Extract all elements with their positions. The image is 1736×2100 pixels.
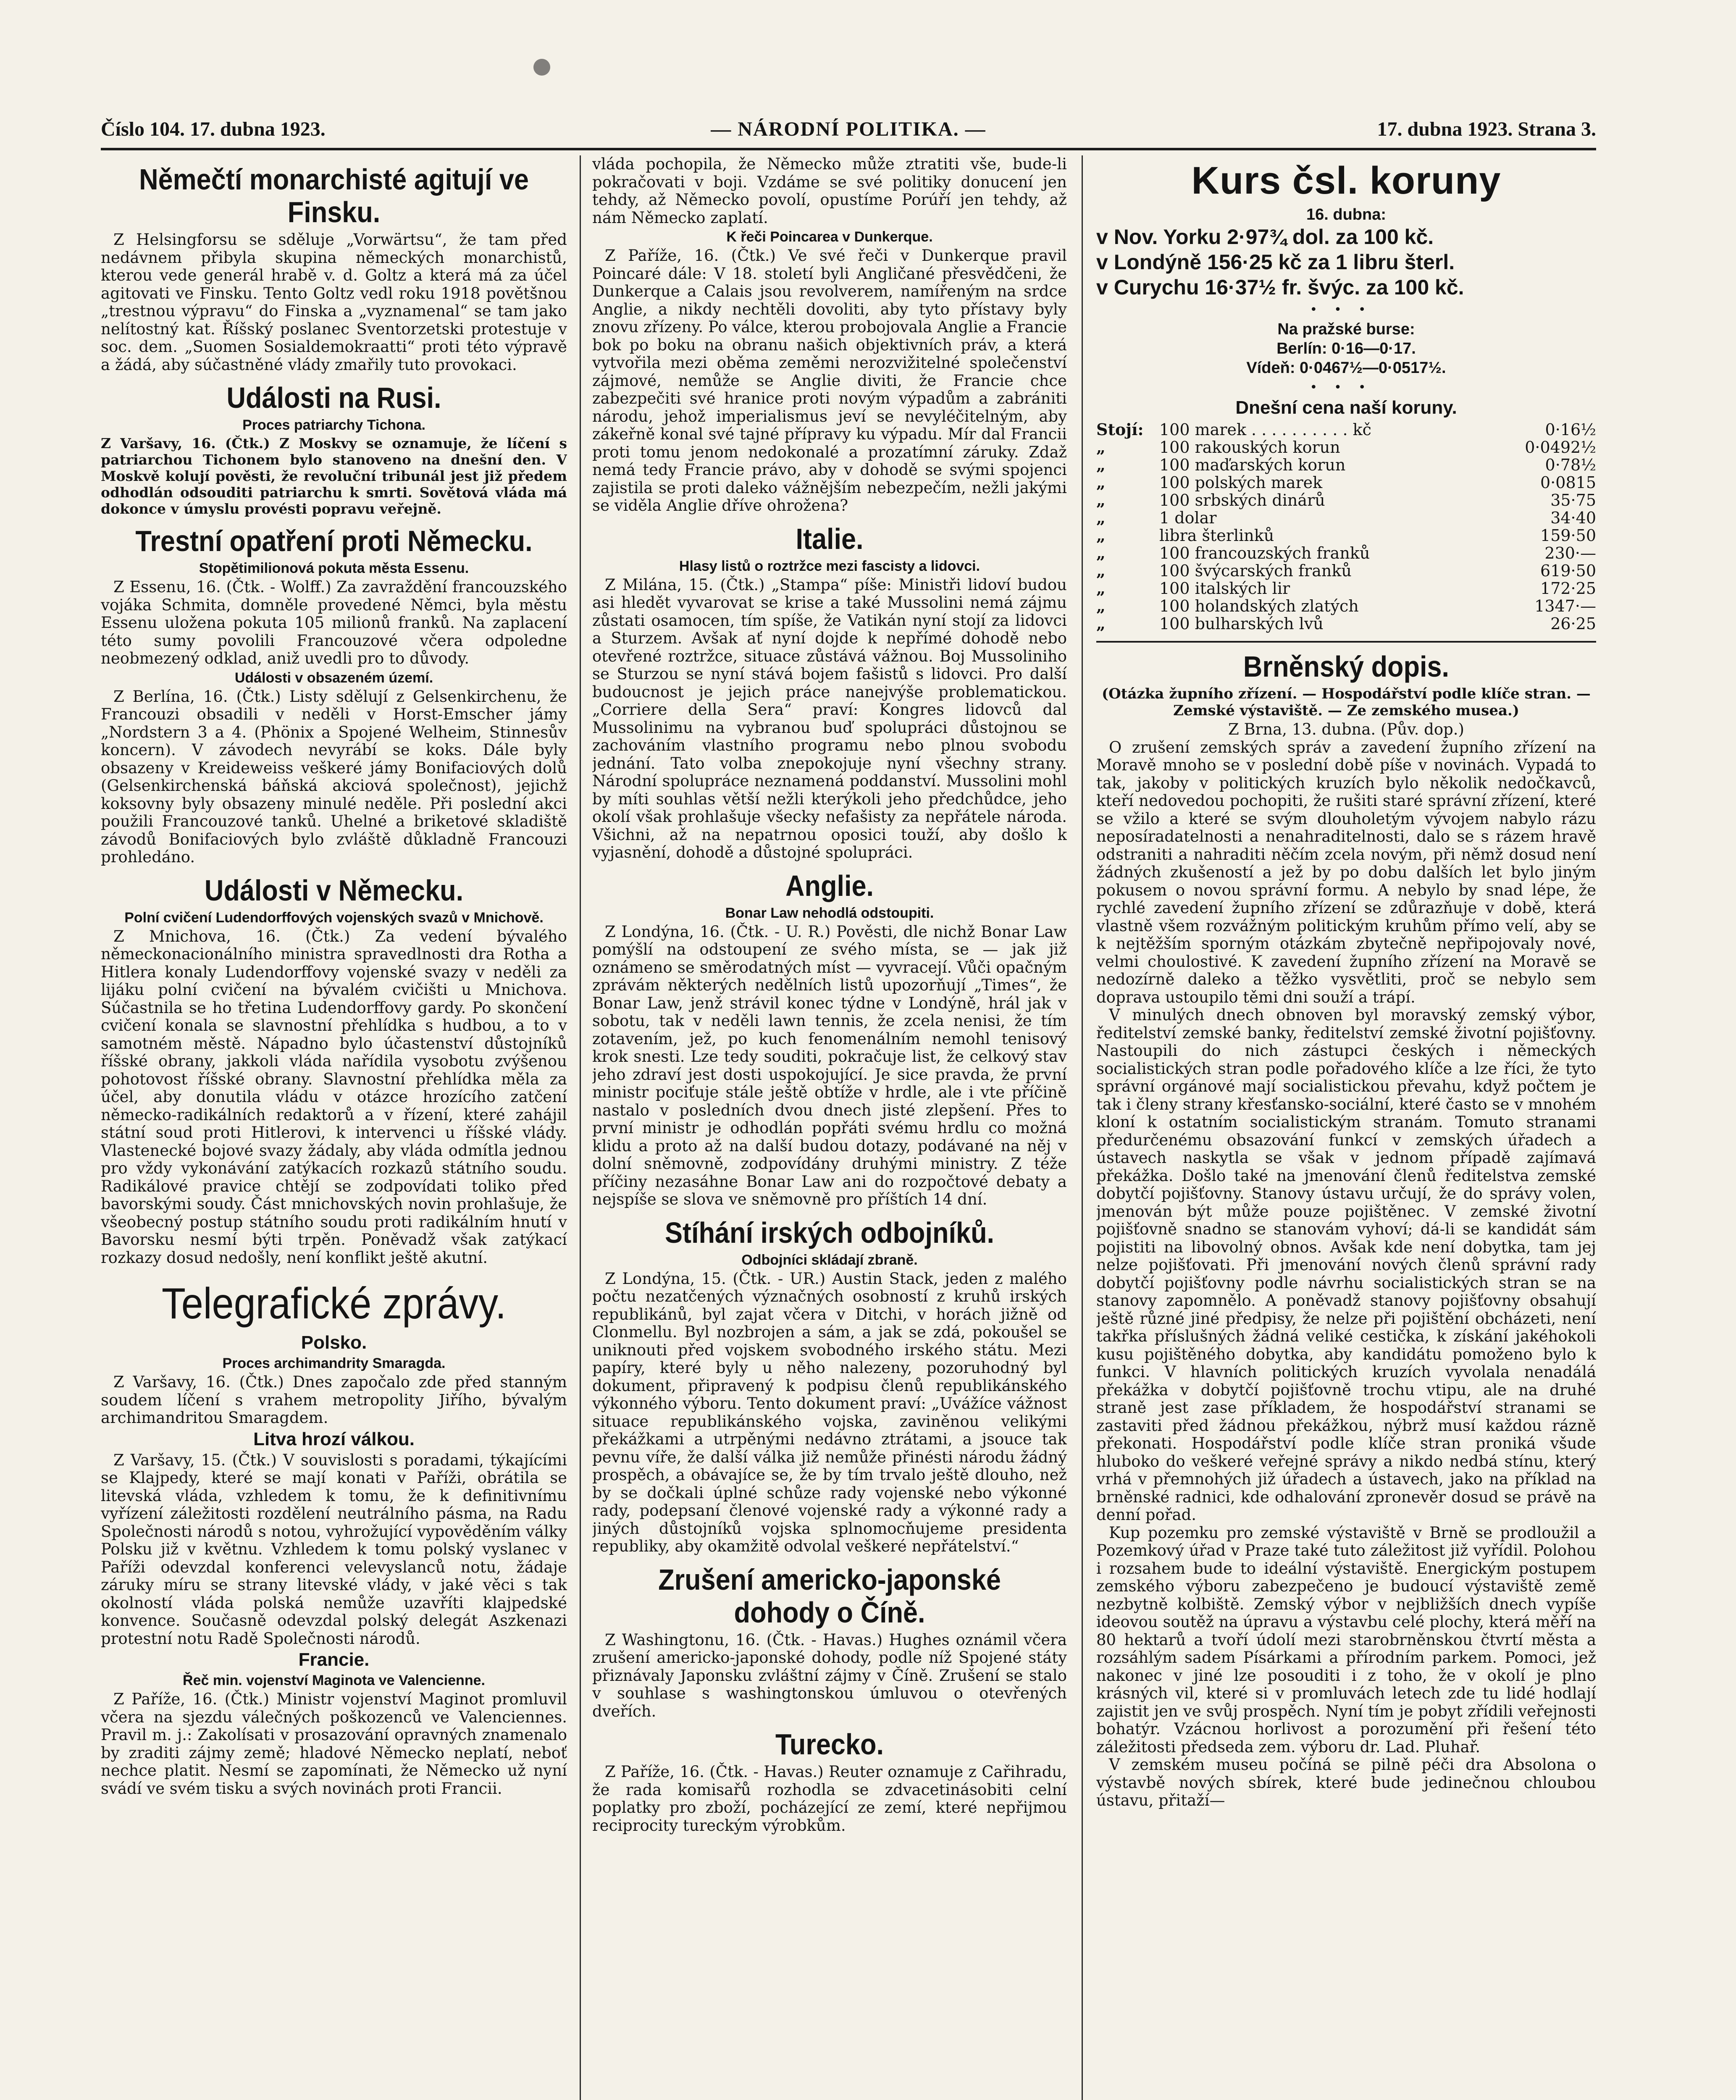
currency-value: 0·0492½ xyxy=(1525,438,1596,457)
currency-row xyxy=(1096,474,1596,491)
price-table-title: Dnešní cena naší koruny. xyxy=(1235,397,1457,418)
masthead-issue: Číslo 104. 17. dubna 1923. xyxy=(101,118,326,140)
section-rule xyxy=(1096,641,1596,643)
exchange-date: 16. dubna: xyxy=(1306,206,1387,223)
masthead xyxy=(101,118,1596,147)
article-body: V minulých dnech obnoven byl moravský zemský výbor, ředitelství zemské banky, ředitelství zemské životní pojišťovny. Nastoupili do nich zástupci českých i německých socialistických stran podle pořadového klíče a lze říci, že tyto správní orgánové mají socialistickou převahu, když počtem je tak i členy strany křesťansko-sociální, které často se v mnohém kloní k ostatním socialistickým stranám. Tomuto stranami předurčenému obsazování funkcí v zemských úřadech a ústavech naskytla se však v jednom případě zajímavá překážka. Došlo také na jmenování členů ředitelstva zemské dobytčí pojišťovny. Stanovy ústavu určují, že do správy volen, jmenován být může pouze pojištěnec. V zemské životní pojišťovně snadno se stanovám vyhoví; dá-li se kandidát sám pojistiti na libovolný obnos. Avšak kde není dobytka, tam jej nelze pojišťovati. Při jmenování nových členů správní rady dobytčí pojišťovny podle návrhu socialistických stran se na stanovy zapomnělo. A poněvadž stanovy pojišťovny obsahují ještě různé jiné předpisy, že nelze při pojištění obcházeti, není takřka příslušných žádná veliké cestička, k získání jakéhokoli kusu pojištěného dobytka, aby kandidátu pomoženo bylo k funkci. V hlavních politických kruzích vyvolala nenadálá překážka v dobytčí pojišťovně trochu vtipu, ale na druhé straně jest zase příkladem, že hospodářství stranami se zastaviti před žádnou překážkou, nýbrž musí každou rázně překonati. Hospodářství podle klíče stran proniká všude hluboko do veškeré veřejné správy a nikdo nedbá stínu, který vrhá v přemnohých již úřadech a ústavech, jako na příklad na brněnské radnici, kde odhalování zpronevěr dosud se právě na denní pořad. xyxy=(1096,1006,1596,1524)
currency-prefix: „ xyxy=(1096,579,1106,598)
currency-prefix: „ xyxy=(1096,473,1106,492)
article-title: Stíhání irských odbojníků. xyxy=(664,1216,995,1249)
masthead-page: 17. dubna 1923. Strana 3. xyxy=(1377,118,1596,140)
ink-blot xyxy=(533,59,550,76)
section-title: Italie. xyxy=(796,522,864,555)
column-3 xyxy=(1096,155,1596,2100)
currency-prefix: „ xyxy=(1096,596,1106,615)
currency-value: 35·75 xyxy=(1550,491,1596,509)
article-subtitle: (Otázka župního zřízení. — Hospodářství podle klíče stran. — Zemské výstaviště. — Ze zemského musea.) xyxy=(1102,685,1591,719)
currency-prefix: „ xyxy=(1096,543,1106,562)
currency-row xyxy=(1096,562,1596,580)
article-body: Z Washingtonu, 16. (Čtk. - Havas.) Hughes oznámil včera zrušení americko-japonské dohody, podle níž Spojené státy přiznávaly Japonsku zvláštní zájmy v Číně. Zrušení se stalo v souhlase s washingtonskou úmluvou o otevřených dveřích. xyxy=(592,1630,1067,1720)
column-2 xyxy=(592,155,1067,2100)
currency-row xyxy=(1096,615,1596,633)
currency-label: 100 holandských zlatých xyxy=(1159,597,1359,615)
currency-label: 1 dolar xyxy=(1159,509,1217,527)
currency-value: 159·50 xyxy=(1540,526,1596,545)
article-title: Zrušení americko-japonské dohody o Číně. xyxy=(658,1563,1001,1629)
article-body: vláda pochopila, že Německo může ztratiti vše, bude-li pokračovati v boji. Vzdáme se své politiky donucení jen tehdy, až Německo povolí, opustíme Porúří jen tehdy, až nám Německo zaplatí. xyxy=(592,155,1067,227)
currency-label: libra šterlinků xyxy=(1159,526,1274,545)
burse-vienna: Vídeň: 0·0467½—0·0517½. xyxy=(1246,359,1446,377)
article-body: O zrušení zemských správ a zavedení župního zřízení na Moravě mnoho se v poslední době píše v novinách. Vypadá to tak, jakoby v politických kruzích bylo několik nedočkavců, kteří nedovedou pochopiti, že rušiti staré správní zřízení, které se vžilo a které se svým dlouholetým vývojem nabylo rázu neposíradatelnosti a nenahraditelnosti, dalo se s rázem hravě odstraniti a nahraditi něčím zcela novým, při němž dosud není žádných zkušeností a jež by po dobu dalších let bylo jiným pokusem o novou správní formu. A nebylo by snad lépe, že rychlé zavedení župního zřízení se zdůrazňuje v době, která vlastně všem rozvážným politickým kruhům přímo velí, aby se k nejtěžším sporným otázkám zbytečně nepřipojovaly nové, velmi choulostivé. K zavedení župního zřízení na Moravě se nedozírně daleko a těžko vysvětliti, proč se nebylo sem doprava ustoupilo těmi dni souží a trápí. xyxy=(1096,738,1596,1006)
currency-row xyxy=(1096,597,1596,615)
currency-value: 1347·— xyxy=(1534,597,1596,615)
article-body: Z Berlína, 16. (Čtk.) Listy sdělují z Gelsenkirchenu, že Francouzi obsadili v neděli v Horst-Emscher jámy „Nordstern 3 a 4. (Phönix a Spojené Welheim, Stinnesův koncern). V závodech nevyrábí se koks. Dále byly obsazeny v Kreideweiss veškeré jámy Bonifaciových dolů (Gelsenkirchenská báňská akciová společnost), jejichž koksovny byly obsazeny minulé neděle. Při poslední akci použili Francouzové tanků. Uhelné a briketové skladiště závodů Bonifaciových bylo zvláště důkladně Francouzi prohledáno. xyxy=(101,687,567,866)
column-divider xyxy=(580,155,581,2100)
currency-value: 0·78½ xyxy=(1545,456,1596,474)
dot-separator: ••• xyxy=(1310,302,1383,317)
currency-label: 100 maďarských korun xyxy=(1159,456,1346,474)
section-subtitle: Francie. xyxy=(298,1649,370,1670)
article-subtitle: Události v obsazeném území. xyxy=(234,669,433,686)
currency-value: 26·25 xyxy=(1550,614,1596,633)
section-title: Anglie. xyxy=(785,869,874,902)
column-1 xyxy=(101,155,567,2100)
article-body: Z Paříže, 16. (Čtk.) Ve své řeči v Dunkerque pravil Poincaré dále: V 18. století byli Angličané přesvědčeni, že Dunkerque a Calais jsou revolverem, namířeným na srdce Anglie, a nikdy nechtěli dovoliti, aby tyto přístavy byly znovu zřízeny. Po válce, kterou probojovala Anglie a Francie bok po boku na obranu našich objektivních práv, a která vytvořila mezi oběma zeměmi nerozvižitelné společenství zájmové, nemůže se Anglie diviti, že Francie chce zabezpečiti své hranice proti novým výpadům a zabrániti národu, jehož imperialismus jeví se nevyléčitelným, aby zákeřně konal své tajné přípravy ku výpadu. Mír dal Francii proti tomu jenom nedokonalé a prozatímní záruky. Zdaž nemá tedy Francie právo, aby v dohodě se svými spojenci zajistila se proti daleko vážnějším nebezpečím, nežli jakými se viděla Anglie dříve ohrožena? xyxy=(592,247,1067,514)
currency-row xyxy=(1096,456,1596,474)
article-title: Trestní opatření proti Německu. xyxy=(135,525,533,557)
currency-prefix: „ xyxy=(1096,491,1106,509)
article-subtitle: K řeči Poincarea v Dunkerque. xyxy=(726,229,933,245)
currency-prefix: „ xyxy=(1096,508,1106,527)
article-body: Z Paříže, 16. (Čtk. - Havas.) Reuter oznamuje z Cařihradu, že rada komisařů rozhodla se zdvacetinásobiti celní poplatky pro zboží, pocházející ze zemí, které nepřijmou reciprocity tureckým výrobkům. xyxy=(592,1763,1067,1835)
exchange-rate: v Londýně 156·25 kč za 1 libru šterl. xyxy=(1096,250,1455,274)
article-title: Události v Německu. xyxy=(204,874,464,907)
article-subtitle: Řeč min. vojenství Maginota ve Valencienne. xyxy=(183,1672,485,1688)
burse-title: Na pražské burse: xyxy=(1277,320,1415,338)
article-body: Z Helsingforsu se sděluje „Vorwärtsu“, že tam před nedávnem přibyla skupina německých monarchistů, kterou vede generál hrabě v. d. Goltz a která má za účel agitovati ve Finsku. Tento Goltz vedl roku 1918 povětšnou „trestnou výpravu“ do Finska a „vyznamenal“ se tam jako nelítostný kat. Říšský poslanec Sventorzetski protestuje v soc. dem. „Suomen Sosialdemokraatti“ proti této výpravě a žádá, aby súčastněné vlády zmařily tuto provokaci. xyxy=(101,231,567,374)
currency-label: 100 francouzských franků xyxy=(1159,544,1370,562)
currency-prefix: „ xyxy=(1096,455,1106,474)
currency-prefix: „ xyxy=(1096,614,1106,633)
currency-value: 0·0815 xyxy=(1540,473,1596,492)
currency-label: 100 polských marek xyxy=(1159,473,1323,492)
article-subtitle: Polní cvičení Ludendorffových vojenských svazů v Mnichově. xyxy=(124,909,544,926)
article-body: V zemském museu počíná se pilně péči dra Absolona o výstavbě nových sbírek, které bude jedinečnou chloubou ústavu, přitaží— xyxy=(1096,1756,1596,1809)
currency-table xyxy=(1096,421,1596,633)
currency-value: 619·50 xyxy=(1540,562,1596,580)
currency-row xyxy=(1096,580,1596,597)
currency-row xyxy=(1096,421,1596,438)
section-subtitle: Polsko. xyxy=(301,1332,367,1353)
currency-label: 100 bulharských lvů xyxy=(1159,614,1324,633)
article-subtitle: Bonar Law nehodlá odstoupiti. xyxy=(725,905,934,921)
currency-prefix: „ xyxy=(1096,526,1106,545)
dot-separator: ••• xyxy=(1310,380,1383,395)
article-body: Z Mnichova, 16. (Čtk.) Za vedení bývalého německonacionálního ministra spravedlnosti dra Rotha a Hitlera konaly Ludendorffovy vojenské svazy v neděli za lijáku polní cvičení na bývalém cvičišti u Mnichova. Súčastnila se ho třetina Ludendorffovy gardy. Po skončení cvičení konala se slavnostní přehlídka s hudbou, a to v samotném městě. Nápadno bylo účastenství důstojníků říšské obrany, jakkoli vláda nařídila vysobotu zvýšenou pohotovost říšské obrany. Slavnostní přehlídka měla za účel, aby donutila vládu v otázce hrozícího zatčení německo-radikálních redaktorů a v řízení, které zahájil státní soud proti Hitlerovi, k intervenci u říšské vlády. Vlastenecké bojové svazy žádaly, aby vláda odmítla jednou pro vždy vykonávání zatýkacích rozkazů státního soudu. Radikálové pravice chtějí se zodpovídati toliko před bavorskými soudy. Část mnichovských novin prohlašuje, že všeobecný postup státního soudu proti radikálním hnutí v Bavorsku nesmí býti trpěn. Poněvadž však zatýkací rozkazy dosud nedošly, není konflikt ještě akutní. xyxy=(101,927,567,1267)
currency-label: 100 marek . . . . . . . . . . kč xyxy=(1159,420,1371,439)
article-subtitle: Stopětimilionová pokuta města Essenu. xyxy=(199,560,469,576)
article-title: Němečtí monarchisté agitují ve Finsku. xyxy=(139,163,529,228)
currency-label: 100 švýcarských franků xyxy=(1159,562,1352,580)
dateline: Z Brna, 13. dubna. (Pův. dop.) xyxy=(1228,720,1464,738)
currency-row xyxy=(1096,509,1596,527)
section-title: Telegrafické zprávy. xyxy=(161,1279,507,1328)
article-body: Z Varšavy, 15. (Čtk.) V souvislosti s poradami, týkajícími se Klajpedy, které se mají konati v Paříži, obrátila se litevská vláda, vzhledem k tomu, že k definitivnímu vyřízení záležitosti rozdělení neutrálního pásma, na Radu Společnosti národů s notou, vyhrožující vypověděním války Polsku již v květnu. Vzhledem k tomu polský vyslanec v Paříži odevzdal konferenci velevyslanců notu, žádaje záruky míru se strany litevské vlády, v jaké věci s tak okolností vláda polská nemůže uzavříti klajpedské konvence. Současně odevzdal polský delegát Aszkenazi protestní notu Radě Společnosti národů. xyxy=(101,1451,567,1648)
article-body: Z Londýna, 16. (Čtk. - U. R.) Pověsti, dle nichž Bonar Law pomýšlí na odstoupení ze svého místa, se — jak již oznámeno se směrodatných míst — vyvracejí. Vůči opačným zprávám některých nedělních listů upozorňují „Times“, že Bonar Law, jenž strávil konec týdne v Londýně, hrál jak v sobotu, tak v neděli lawn tennis, že zcela nenisi, že tím zotavením, jež, po kuch fenomenálním nemohl tenisový krok snesti. Lze tedy souditi, pokračuje list, že celkový stav jeho zdraví jest dosti uspokojující. Je sice pravda, že první ministr pociťuje stále ještě obtíže v hrdle, ale i vte příčině nastalo v posledních dvou dnech jisté zlepšení. Přes to první ministr je odhodlán popřáti svému hrdlu co možná klidu a proto až na další budou dotazy, podávané na něj v dolní sněmovně, zodpovídány druhými ministry. Z téže příčiny nezasáhne Bonar Law ani do rozpočtové debaty a nejspíše se slova ve sněmovně pro příštích 14 dní. xyxy=(592,922,1067,1208)
masthead-title: — NÁRODNÍ POLITIKA. — xyxy=(711,118,986,140)
currency-value: 0·16½ xyxy=(1545,420,1596,439)
masthead-rule xyxy=(101,148,1596,150)
article-lead: Z Varšavy, 16. (Čtk.) Z Moskvy se oznamuje, že líčení s patriarchou Tichonem bylo stanoveno na dnešní den. V Moskvě kolují pověsti, že revoluční tribunál jest již předem odhodlán odsouditi patriarchu k smrti. Sovětová vláda má dokonce v úmyslu provésti popravu veřejně. xyxy=(101,435,567,517)
currency-value: 34·40 xyxy=(1550,509,1596,527)
article-subtitle: Litva hrozí válkou. xyxy=(253,1428,415,1449)
article-body: Z Essenu, 16. (Čtk. - Wolff.) Za zavraždění francouzského vojáka Schmita, domněle provedené Němci, byla městu Essenu uložena pokuta 105 milionů franků. Na zaplacení této sumy povolili Francouzové včera odpoledne neobmezený odklad, aniž uvedli pro to důvody. xyxy=(101,578,567,667)
currency-label: 100 srbských dinárů xyxy=(1159,491,1325,509)
exchange-title: Kurs čsl. koruny xyxy=(1191,159,1501,202)
article-body: Z Londýna, 15. (Čtk. - UR.) Austin Stack, jeden z malého počtu nezatčených význačných osobností z kruhů irských republikánů, byl zajat včera v Ditchi, v horách jižně od Clonmellu. Byl nozbrojen a sám, a jak se zdá, pokoušel se uniknouti před vojskem svobodného irského státu. Mezi papíry, které byly u něho nalezeny, pozoruhodný byl dokument, připravený k podpisu členů republikánského výkonného výboru. Tento dokument praví: „Uvážíce vážnost situace republikánského vojska, zaviněnou velikými překážkami a utrpěnými nedávno ztrátami, a jsouce tak pevnu víře, že další válka již nemůže přinésti národu žádný prospěch, a obávajíce se, že by tím trvalo ještě dlouho, než by se dočkali úplné schůze rady vojenské nebo výkonné rady, podepsaní členové vojenské rady a výkonné rady a jiných důstojníků vojska splnomocňujeme presidenta republiky, aby okamžitě odvolal veškeré nepřátelství.“ xyxy=(592,1269,1067,1555)
article-body: Kup pozemku pro zemské výstaviště v Brně se prodloužil a Pozemkový úřad v Praze také tuto záležitost již vyřídil. Polohou i rozsahem bude to ideální výstaviště. Energickým postupem zemského výboru zabezpečeno je budoucí výstaviště země nezbytně kolbiště. Zemský výbor v nejbližších dnech vypíše ideovou soutěž na úpravu a výstavbu celé plochy, která měří na 80 hektarů a tvoří údolí mezi starobrněnskou čtvrtí města a rozsáhlým sadem Písárkami a přírodním parkem. Pomoci, jež nakonec v jiné lze posouditi i z toho, že v okolí je plno krásných vil, které si v promluvách letech zde tu lidé hodlají zajistit jen ve svůj prospěch. Nyní tím je pobyt zřídili veřejnosti bohatýr. Vzácnou horlivost a porozumění při řešení této záležitosti předseda zem. výboru dr. Lad. Pluhař. xyxy=(1096,1523,1596,1756)
currency-row xyxy=(1096,491,1596,509)
currency-prefix: „ xyxy=(1096,561,1106,580)
article-body: Z Milána, 15. (Čtk.) „Stampa“ píše: Ministři lidoví budou asi hledět vyvarovat se krise a také Mussolini nemá zájmu zůstati osamocen, tím spíše, že Vatikán nyní stojí za lidovci a Sturzem. Avšak ať nyní dojde k nepřímé dohodě nebo otevřené roztržce, situace zůstává vážnou. Boj Mussoliniho se Sturzou se nyní stává bojem fašistů s lidovci. Pro další budoucnost je jejich práce nanejvýše problematickou. „Corriere della Sera“ praví: Kongres lidovců dal Mussolinimu na vybranou buď spolupráci důstojnou se zachováním vlastního programu nebo plnou svobodu jednání. Tato volba znepokojuje nyní všechny strany. Národní spolupráce neznamená poddanství. Mussolini mohl by míti souhlas větší nežli kterýkoli jeho předchůdce, jeho okolí však prohlašuje všecky nefašisty za nepřátele národa. Všichni, až na nepatrnou oposici touží, aby došlo k vyjasnění, dohodě a důstojné spolupráci. xyxy=(592,575,1067,861)
article-body: Z Varšavy, 16. (Čtk.) Dnes započalo zde před stanným soudem líčení s vrahem metropolity Jiřího, bývalým archimandritou Smaragdem. xyxy=(101,1373,567,1427)
article-title: Brněnský dopis. xyxy=(1243,650,1450,683)
article-body: Z Paříže, 16. (Čtk.) Ministr vojenství Maginot promluvil včera na sjezdu válečných poškozenců ve Valenciennes. Pravil m. j.: Zakolísati v prosazování opravných znamenalo by zraditi zájmy země; hladové Německo neplatí, neboť nechce platit. Nesmí se zapomínati, že Německo už nyní svádí ve svém tisku a svých novinách proti Francii. xyxy=(101,1690,567,1798)
currency-label: 100 italských lir xyxy=(1159,579,1290,598)
currency-prefix: Stojí: xyxy=(1096,420,1144,439)
currency-value: 172·25 xyxy=(1540,579,1596,598)
currency-row xyxy=(1096,438,1596,456)
article-title: Události na Rusi. xyxy=(226,381,441,414)
exchange-rate: v Nov. Yorku 2·97¾ dol. za 100 kč. xyxy=(1096,225,1434,249)
article-subtitle: Hlasy listů o roztržce mezi fascisty a lidovci. xyxy=(679,558,980,574)
currency-prefix: „ xyxy=(1096,438,1106,457)
burse-berlin: Berlín: 0·16—0·17. xyxy=(1276,340,1416,357)
column-divider xyxy=(1082,155,1083,2100)
article-subtitle: Proces archimandrity Smaragda. xyxy=(222,1355,446,1371)
currency-row xyxy=(1096,544,1596,562)
exchange-rate: v Curychu 16·37½ fr. švýc. za 100 kč. xyxy=(1096,276,1464,299)
currency-value: 230·— xyxy=(1544,544,1596,562)
article-subtitle: Proces patriarchy Tichona. xyxy=(242,417,425,433)
article-subtitle: Odbojníci skládají zbraně. xyxy=(741,1252,918,1268)
currency-row xyxy=(1096,527,1596,544)
currency-label: 100 rakouských korun xyxy=(1159,438,1340,457)
section-title: Turecko. xyxy=(775,1728,884,1761)
